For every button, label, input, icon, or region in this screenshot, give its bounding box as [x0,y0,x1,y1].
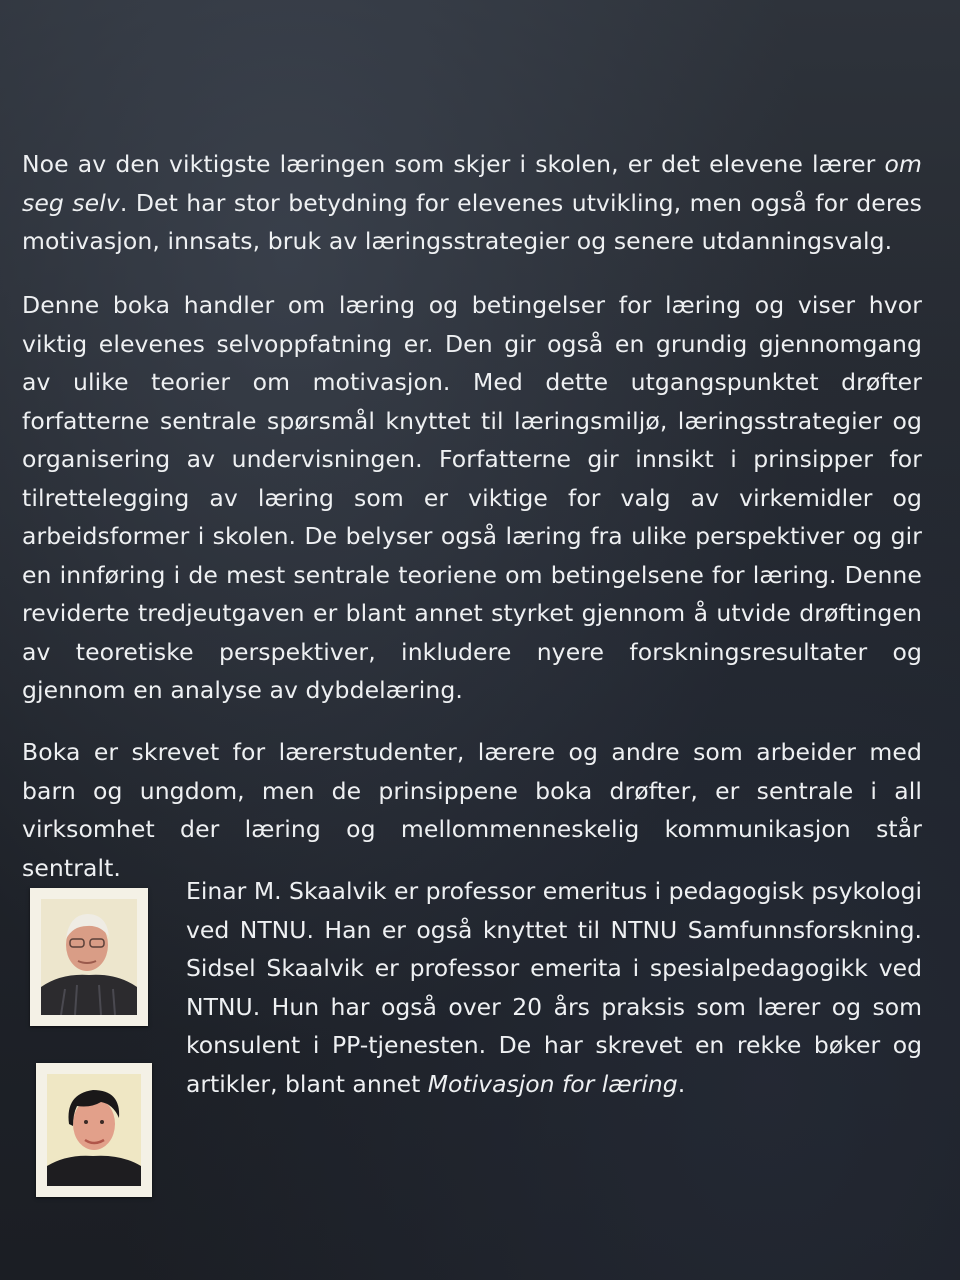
portrait-man-image [41,899,137,1015]
intro-paragraph [22,145,922,261]
description-paragraph: Denne boka handler om læring og betingelser for læring og viser hvor viktig elevenes selvoppfatning er. Den gir også en grundig gjennomgang av ulike teorier om motivasjon. Med dette utgangspunktet drøfter forfatterne sentrale spørsmål knyttet til læringsmiljø, læringsstrategier og organisering av undervisningen. Forfatterne gir innsikt i prinsipper for tilrettelegging av læring som er viktige for valg av virkemidler og arbeidsformer i skolen. De belyser også læring fra ulike perspektiver og gir en innføring i de mest sentrale teoriene om betingelsene for læring. Denne reviderte tredjeutgaven er blant annet styrket gjennom å utvide drøftingen av teoretiske perspektiver, inkludere nyere forskningsresultater og gjennom en analyse av dybdelæring. [22,291,922,704]
portrait-woman-image [47,1074,141,1186]
intro-text-end: . Det har stor betydning for elevenes utvikling, men også for deres motivasjon, innsats, bruk av læringsstrategier og senere utdanningsvalg. [22,188,923,255]
author-photo-sidsel [36,1063,152,1197]
bio-book-title: Motivasjon for læring [427,1069,678,1098]
author-photo-einar [30,888,148,1026]
bio-text-end: . [677,1069,686,1098]
bio-text-start: Einar M. Skaalvik er professor emeritus i pedagogisk psykologi ved NTNU. Han er også knyttet til NTNU Samfunnsforskning. Sidsel Skaalvik er professor emerita i spesialpedagogikk ved NTNU. Hun har også over 20 års praksis som lærer og som konsulent i PP-tjenesten. De har skrevet en rekke bøker og artikler, blant annet [186,877,922,1098]
intro-italic-text: om seg selv [22,150,922,217]
authors-bio [186,872,922,1103]
intro-text-start: Noe av den viktigste læringen som skjer i skolen, er det elevene lærer [22,150,885,178]
audience-paragraph: Boka er skrevet for lærerstudenter, lærere og andre som arbeider med barn og ungdom, men de prinsippene boka drøfter, er sentrale i all virksomhet der læring og mellommenneskelig kommunikasjon står sentralt. [22,738,922,882]
